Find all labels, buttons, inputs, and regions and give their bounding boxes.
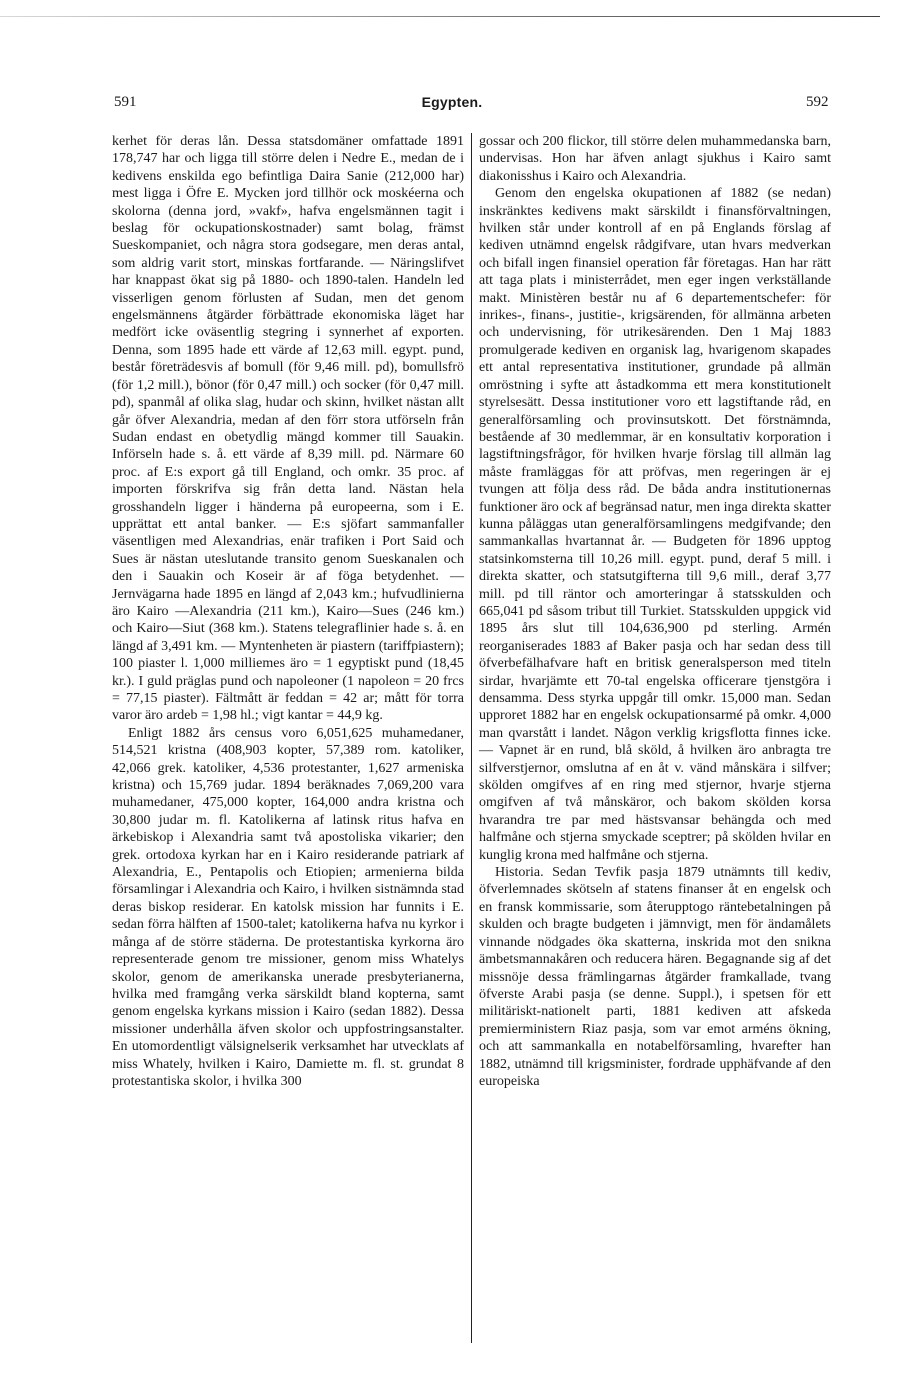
page-number-left: 591	[114, 94, 137, 110]
left-column	[112, 133, 464, 1090]
page-header	[0, 94, 904, 116]
page-number-right: 592	[806, 94, 829, 110]
paragraph: Enligt 1882 års census voro 6,051,625 muhamedaner, 514,521 kristna (408,903 kopter, 57,389 rom. katoliker, 42,066 grek. katoliker, 4,536 protestanter, 1,627 armeniska kristna) och 15,769 judar. 1894 beräknades 7,069,200 vara muhamedaner, 475,000 kopter, 164,000 andra kristna och 30,800 judar m. fl. Katolikerna af latinsk ritus hafva en ärkebiskop i Alexandria samt två apostoliska vikarier; den grek. ortodoxa kyrkan har en i Kairo residerande patriark af Alexandria, E., Pentapolis och Etiopien; armenierna bilda församlingar i Alexandria och Kairo, i hvilken sistnämnda stad deras biskop residerar. En katolsk mission har funnits i E. sedan förra hälften af 1500-talet; katolikerna hafva nu kyrkor i många af de större städerna. De protestantiska kyrkorna äro representerade genom tre missioner, genom miss Whatelys skolor, genom de amerikanska unerade presbyterianerna, hvilka med framgång verka särskildt bland kopterna, samt genom engelska kyrkans mission i Kairo (sedan 1882). Dessa missioner underhålla äfven skolor och uppfostringsanstalter. En utomordentligt välsignelserik verksamhet har utvecklats af miss Whately, hvilken i Kairo, Damiette m. fl. st. grundat 8 protestantiska skolor, i hvilka 300	[112, 725, 464, 1089]
right-column	[479, 133, 831, 1090]
paragraph: gossar och 200 flickor, till större delen muhammedanska barn, undervisas. Hon har äfven anlagt sjukhus i Kairo samt diakonisshus i Kairo och Alexandria.	[479, 134, 831, 184]
paragraph: Genom den engelska okupationen af 1882 (se nedan) inskränktes kedivens makt särskildt i finansförvaltningen, hvilken står under kontroll af en på Englands förslag af kediven utnämnd engelsk rådgifvare, utan hvars medverkan och bifall ingen finansiel operation får företagas. Han har rätt att taga plats i ministerrådet, men eger ingen verkställande makt. Ministèren består nu af 6 departementschefer: för inrikes-, finans-, justitie-, krigsärenden, för allmänna arbeten och undervisning, för utrikesärenden. Den 1 Maj 1883 promulgerade kediven en organisk lag, hvarigenom skapades ett antal representativa institutioner, grundade på allmän omröstning i syfte att åstadkomma ett mera konstitutionelt styrelsesätt. Dessa institutioner voro ett lagstiftande råd, en generalförsamling och provinsutskott. Det förstnämnda, bestående af 30 medlemmar, är en konsultativ korporation i lagstiftningsfrågor, för hvilken hvarje förslag till allmän lag måste framläggas för att pröfvas, men regeringen är ej tvungen att följa dess råd. De båda andra institutionernas funktioner äro ock af begränsad natur, men inga direkta skatter kunna påläggas utan generalförsamlingens medgifvande; den sammankallas hvartannat år. — Budgeten för 1896 upptog statsinkomsterna till 10,26 mill. egypt. pund, deraf 5 mill. i direkta skatter, och statsutgifterna till 9,6 mill., deraf 3,77 mill. pd till räntor och amorteringar å statsskulden och 665,041 pd såsom tribut till Turkiet. Statsskulden uppgick vid 1895 års slut till 104,636,900 pd sterling. Armén reorganiserades 1883 af Baker pasja och har sedan dess till öfverbefälhafvare haft en britisk generalsperson med titeln sirdar, hvarjämte ett 70-tal engelska officerare tjenstgöra i densamma. Dess styrka uppgår till omkr. 15,000 man. Sedan upproret 1882 har en engelsk ockupationsarmé på omkr. 4,000 man qvarstått i landet. Någon verklig krigsflotta finnes icke. — Vapnet är en rund, blå sköld, å hvilken äro anbragta tre silfverstjernor, omslutna af en åt v. vänd månskära i silfver; skölden omgifves af en ring med stjernor, hvarje stjerna omgifven af två månskäror, och bakom skölden korsa hvarandra tre par med hästsvansar behängda och med halfmåne och stjerna smyckade sceptrer; på skölden hvilar en kunglig krona med halfmåne och stjerna.	[479, 186, 831, 863]
column-divider	[471, 133, 472, 1343]
page-title: Egypten.	[421, 94, 483, 110]
paragraph: kerhet för deras lån. Dessa statsdomäner omfattade 1891 178,747 har och ligga till större delen i Nedre E., medan de i kedivens enskilda ego befintliga Daira Sanie (212,000 har) mest ligga i Öfre E. Mycken jord tillhör ock moskéerna och skolorna (denna jord, »vakf», hafva engelsmännen tagit i beslag för ockupationskostnader) samt bolag, främst Sueskompaniet, och några stora godsegare, men deras antal, som aldrig varit stort, minskas fortfarande. — Näringslifvet har knappast ökat sig på 1880- och 1890-talen. Handeln led visserligen genom förlusten af Sudan, men det genom engelsmännens åtgärder förbättrade ekonomiska läget har medfört icke oväsentlig stegring i synnerhet af exporten. Denna, som 1895 hade ett värde af 12,63 mill. egypt. pund, består företrädesvis af bomull (för 9,46 mill. pd), bomullsfrö (för 1,2 mill.), bönor (för 0,47 mill.) och socker (för 0,47 mill. pd), spanmål af olika slag, hudar och skinn, hvilket nästan allt går öfver Alexandria, medan af den förr stora utförseln från Sudan endast en obetydlig mängd kommer till Sauakin. Införseln hade s. å. ett värde af 8,39 mill. pd. Närmare 60 proc. af E:s export gå till England, och omkr. 35 proc. af importen förskrifva sig från detta land. Nästan hela grosshandeln ligger i händerna på europeerna, som i E. upprättat ett antal banker. — E:s sjöfart sammanfaller väsentligen med Alexandrias, enär trafiken i Port Said och Sues är nästan uteslutande transito genom Sueskanalen och den i Sauakin och Koseir är af föga betydenhet. — Jernvägarna hade 1895 en längd af 2,043 km.; hufvudlinierna äro Kairo —Alexandria (211 km.), Kairo—Sues (246 km.) och Kairo—Siut (368 km.). Statens telegraflinier hade s. å. en längd af 3,491 km. — Myntenheten är piastern (tariffpiastern); 100 piaster l. 1,000 milliemes äro = 1 egyptiskt pund (18,45 kr.). I guld präglas pund och napoleoner (1 napoleon = 20 frcs = 77,15 piaster). Fältmått är feddan = 42 ar; mått för torra varor äro ardeb = 1,98 hl.; vigt kantar = 44,9 kg.	[112, 134, 464, 724]
top-rule	[0, 16, 880, 17]
paragraph: Historia. Sedan Tevfik pasja 1879 utnämnts till kediv, öfverlemnades skötseln af statens finanser åt en engelsk och en fransk kommissarie, som återupptogo räntebetalningen på skulden och bragte budgeten i jämnvigt, men för ändamålets vinnande nödgades öka skatterna, inskrida mot den snikna ämbetsmannakåren och reducera hären. Begagnande sig af det missnöje dessa främlingarnas åtgärder framkallade, tvang öfverste Arabi pasja (se denne. Suppl.), i spetsen för ett militäriskt-nationelt parti, 1881 kediven att afskeda premierministern Riaz pasja, som var emot arméns ökning, och att sammankalla en notabelförsamling, hvarefter han 1882, utnämnd till krigsminister, fordrade upphäfvande af den europeiska	[479, 865, 831, 1089]
